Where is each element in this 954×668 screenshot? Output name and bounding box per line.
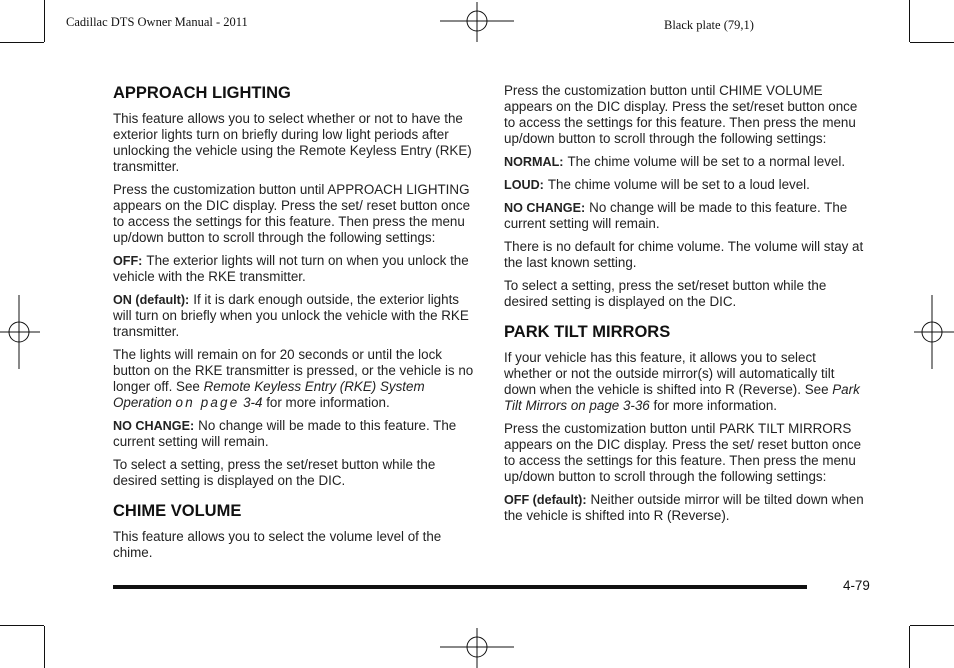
paragraph-text: If your vehicle has this feature, it allows you to select whether or not the outside mirror(s) will automatically tilt down when the vehicle is shifted into R (Reverse). See: [504, 350, 835, 397]
setting-description: If it is dark enough outside, the exterior lights will turn on briefly when you unlock the vehicle with the RKE transmitter.: [113, 292, 469, 339]
setting-item-normal: [504, 154, 866, 170]
setting-item-off: [113, 253, 475, 285]
running-header-title: Cadillac DTS Owner Manual - 2011: [66, 15, 248, 29]
paragraph: Press the customization button until CHIME VOLUME appears on the DIC display. Press the set/reset button once to access the settings for this feature. Then press the menu up/down button to scroll through the following settings:: [504, 83, 858, 146]
registration-mark-icon: [914, 295, 954, 369]
crop-mark: [910, 42, 954, 43]
setting-term: OFF (default):: [504, 493, 587, 507]
setting-term: NO CHANGE:: [113, 419, 195, 433]
section-heading-chime-volume: CHIME VOLUME: [113, 502, 242, 520]
setting-term: OFF:: [113, 254, 143, 268]
paragraph: [113, 347, 475, 411]
paragraph: Press the customization button until PARK TILT MIRRORS appears on the DIC display. Press the set/ reset button once to access the settings for this feature. Then press the menu up/down button to scroll through the following settings:: [504, 421, 862, 484]
right-column: [504, 83, 866, 531]
section-heading-park-tilt-mirrors: PARK TILT MIRRORS: [504, 323, 671, 341]
footer-rule: [113, 585, 807, 589]
setting-description: No change will be made to this feature. The current setting will remain.: [113, 418, 457, 449]
setting-description: No change will be made to this feature. The current setting will remain.: [504, 200, 848, 231]
setting-item-loud: [504, 177, 866, 193]
left-column: [113, 83, 475, 568]
registration-mark-icon: [440, 2, 514, 42]
paragraph-text: The lights will remain on for 20 seconds or until the lock button on the RKE transmitter is pressed, or the vehicle is no longer off. See: [113, 347, 474, 394]
paragraph: There is no default for chime volume. The volume will stay at the last known setting.: [504, 239, 864, 270]
setting-item-off-default: [504, 492, 866, 524]
crop-mark: [44, 0, 45, 42]
paragraph: To select a setting, press the set/reset button while the desired setting is displayed on the DIC.: [113, 457, 436, 488]
cross-reference-page: 3-4: [243, 395, 263, 410]
cross-reference-on-page: on page: [175, 395, 240, 410]
setting-description: The chime volume will be set to a loud level.: [547, 177, 810, 192]
paragraph: Press the customization button until APPROACH LIGHTING appears on the DIC display. Press the set/ reset button once to access the settings for this feature. Then press the menu up/down button to scroll through the following settings:: [113, 182, 471, 245]
paragraph: This feature allows you to select whether or not to have the exterior lights turn on briefly during low light periods after unlocking the vehicle using the Remote Keyless Entry (RKE) transmitter.: [113, 111, 472, 174]
cross-reference-link[interactable]: Park Tilt Mirrors on page 3-36: [504, 382, 860, 413]
crop-mark: [0, 625, 44, 626]
paragraph-text: for more information.: [653, 398, 778, 413]
registration-mark-icon: [0, 295, 40, 369]
crop-mark: [44, 626, 45, 668]
crop-mark: [0, 42, 44, 43]
crop-mark: [909, 0, 910, 42]
paragraph: To select a setting, press the set/reset button while the desired setting is displayed on the DIC.: [504, 278, 827, 309]
setting-item-on: [113, 292, 475, 340]
paragraph-text: for more information.: [266, 395, 390, 410]
cross-reference-title: Remote Keyless Entry (RKE) System Operation: [113, 379, 425, 410]
page-number: 4-79: [843, 578, 870, 593]
setting-description: The exterior lights will not turn on when you unlock the vehicle with the RKE transmitter.: [113, 253, 469, 284]
setting-term: NO CHANGE:: [504, 201, 586, 215]
setting-term: LOUD:: [504, 178, 544, 192]
registration-mark-icon: [440, 628, 514, 668]
setting-term: ON (default):: [113, 293, 190, 307]
setting-item-no-change: [113, 418, 475, 450]
section-heading-approach-lighting: APPROACH LIGHTING: [113, 84, 291, 102]
crop-mark: [910, 625, 954, 626]
setting-description: Neither outside mirror will be tilted down when the vehicle is shifted into R (Reverse).: [504, 492, 864, 523]
crop-mark: [909, 626, 910, 668]
setting-item-no-change: [504, 200, 866, 232]
running-header-plate: Black plate (79,1): [664, 18, 754, 32]
paragraph: This feature allows you to select the volume level of the chime.: [113, 529, 442, 560]
paragraph: [504, 350, 866, 414]
setting-term: NORMAL:: [504, 155, 564, 169]
setting-description: The chime volume will be set to a normal level.: [567, 154, 846, 169]
